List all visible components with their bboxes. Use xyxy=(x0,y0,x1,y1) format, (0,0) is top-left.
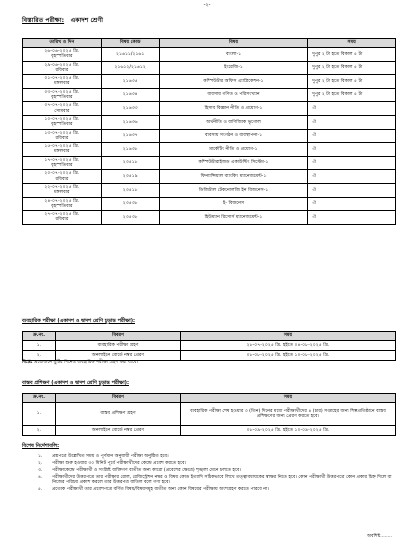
row-time: দুপুর ২ টা হতে বিকাল ৫ টা xyxy=(308,75,396,89)
row-date-day xyxy=(23,115,102,129)
row-subject: কম্পিউটার অফিস এ্যাপ্লিকেশন-১ xyxy=(159,75,308,89)
row-subject: বাংলা-১ xyxy=(159,48,308,62)
practical-note xyxy=(22,360,138,365)
row-date: ১০-০৭-২০২৫ খ্রি. xyxy=(44,116,80,122)
row-date-day xyxy=(23,61,102,75)
table-header-row xyxy=(23,394,396,403)
row-desc: ব্যবহারিক পরীক্ষা গ্রহণ xyxy=(56,341,181,351)
item-number: ২. xyxy=(38,460,43,466)
row-time: দুপুর ২ টা হতে বিকাল ৫ টা xyxy=(308,61,396,75)
row-day: বৃহস্পতিবার xyxy=(51,54,73,60)
row-day: মঙ্গলবার xyxy=(54,149,70,155)
row-subject: মার্কেটিং নীতি ও প্রয়োগ-১ xyxy=(159,143,308,157)
table-row xyxy=(23,183,396,197)
list-item xyxy=(38,454,394,459)
row-day: মঙ্গলবার xyxy=(54,81,70,87)
list-item xyxy=(38,461,394,466)
row-no: ১. xyxy=(23,403,56,426)
row-date-day xyxy=(23,197,102,211)
row-desc: বাস্তব প্রশিক্ষণ গ্রহণ xyxy=(56,403,181,426)
table-row xyxy=(23,211,396,225)
col-time-header: সময় xyxy=(181,394,396,403)
row-desc: অনলাইনে বোর্ডে নম্বর প্রেরণ xyxy=(56,426,181,436)
row-date: ২৪-০৭-২০২৫ খ্রি. xyxy=(44,198,80,204)
row-subject: অর্থনীতি ও বাণিজ্যিক ভূগোল xyxy=(159,115,308,129)
table-row xyxy=(23,341,396,351)
page-number: -২- xyxy=(203,2,211,8)
row-date: ২৭-০৭-২০২৫ খ্রি. xyxy=(44,212,80,218)
instructions-list xyxy=(38,454,394,494)
row-subject: ডিজিটাল টেকনোলজি ইন বিজনেস-১ xyxy=(159,183,308,197)
row-date: ০৭-০৭-২০২৫ খ্রি. xyxy=(44,103,80,109)
row-date-day xyxy=(23,102,102,116)
table-row xyxy=(23,143,396,157)
table-header-row xyxy=(23,39,396,48)
col-no-header: ক্র.নং. xyxy=(23,394,56,403)
row-code: ২৩৫৩৮ xyxy=(101,197,159,211)
row-time: ঐ xyxy=(308,211,396,225)
row-time: দুপুর ২ টা হতে বিকাল ৫ টা xyxy=(308,88,396,102)
row-day: বৃহস্পতিবার xyxy=(51,203,73,209)
row-day: সোমবার xyxy=(54,108,70,114)
training-table xyxy=(22,393,396,436)
row-date: ২০-০৭-২০২৫ খ্রি. xyxy=(44,171,80,177)
table-row xyxy=(23,115,396,129)
row-date: ০৩-০৭-২০২৫ খ্রি. xyxy=(44,89,80,95)
row-time: ঐ xyxy=(308,156,396,170)
table-row xyxy=(23,48,396,62)
row-date: ১৭-০৭-২০২৫ খ্রি. xyxy=(44,157,80,163)
table-row xyxy=(23,426,396,436)
item-text: প্রশ্নপত্রে উল্লেখিত সময় ও পূর্ণমান অনুযায়ী পরীক্ষা অনুষ্ঠিত হবে। xyxy=(52,454,169,459)
row-day: মঙ্গলবার xyxy=(54,190,70,196)
row-date: ০১-০৭-২০২৫ খ্রি. xyxy=(44,76,80,82)
item-number: ৩. xyxy=(38,467,43,473)
item-text: প্রত্যেক পরীক্ষার্থী তার প্রবেশপত্রে বর্ণিত বিষয়/বিষয়সমূহ ব্যতীত অন্য কোন বিষয়ের পরীক্ষায় অংশগ্রহণ করতে পারবে না। xyxy=(52,486,270,492)
practical-table xyxy=(22,331,396,361)
list-item xyxy=(38,487,394,492)
row-no: ২. xyxy=(23,426,56,436)
training-section-title: বাস্তব প্রশিক্ষণ (একাদশ ও দ্বাদশ শ্রেণি চূড়ান্ত পরীক্ষা): xyxy=(22,380,129,386)
row-subject: হিসাব বিজ্ঞান নীতি ও প্রয়োগ-১ xyxy=(159,102,308,116)
row-code: ২১৬১২/২১৬১২ xyxy=(101,61,159,75)
table-header-row xyxy=(23,332,396,341)
table-row xyxy=(23,129,396,143)
row-day: রবিবার xyxy=(55,176,69,182)
row-date-day xyxy=(23,183,102,197)
item-number: ১. xyxy=(38,454,43,459)
item-number: ৫. xyxy=(38,486,43,492)
row-subject: হিউম্যান রিসোর্স ম্যানেজমেন্ট-১ xyxy=(159,211,308,225)
col-time-header: সময় xyxy=(181,332,396,341)
row-code: ২৩৫১৮ xyxy=(101,156,159,170)
row-date-day xyxy=(23,88,102,102)
row-day: রবিবার xyxy=(55,217,69,223)
row-no: ১. xyxy=(23,341,56,351)
row-subject: কম্পিউটারাইজড একাউন্টিং সিস্টেম-১ xyxy=(159,156,308,170)
table-row xyxy=(23,403,396,426)
table-row xyxy=(23,156,396,170)
table-row xyxy=(23,102,396,116)
row-date: ২৯-০৬-২০২৫ খ্রি. xyxy=(44,62,80,68)
row-time: ব্যবহারিক পরীক্ষা শেষ হওয়ার ৩ (তিন) দিনের মধ্যে পরীক্ষার্থীদের ৪ (চার) সপ্তাহের জন্য শিল্পপ্রতিষ্ঠানে বাস্তব প্রশিক্ষণের জন্য প্রেরণ করতে হবে। xyxy=(181,403,396,426)
row-code: ২১৬৩৬ xyxy=(101,115,159,129)
row-code: ২৩৫৩৮ xyxy=(101,211,159,225)
row-day: রবিবার xyxy=(55,67,69,73)
row-code: ২১৬৩৩ xyxy=(101,102,159,116)
instructions-title: বিশেষ নির্দেশাবলি: xyxy=(22,443,60,449)
table-row xyxy=(23,75,396,89)
row-date: ১৩-০৭-২০২৫ খ্রি. xyxy=(44,130,80,136)
col-subject-header: বিষয় xyxy=(159,39,308,48)
row-date: ২২-০৭-২০২৫ খ্রি. xyxy=(44,184,80,190)
row-time: ঐ xyxy=(308,170,396,184)
title-group: একাদশ শ্রেণী xyxy=(70,17,103,24)
table-row xyxy=(23,61,396,75)
table-row xyxy=(23,197,396,211)
exam-schedule-table xyxy=(22,38,396,225)
practical-section-title: ব্যবহারিক পরীক্ষা (একাদশ ও দ্বাদশ শ্রেণি চূড়ান্ত পরীক্ষা): xyxy=(22,318,135,324)
row-date-day xyxy=(23,75,102,89)
continued-marker: অবশিষ্ট........ xyxy=(366,534,392,539)
row-date-day xyxy=(23,211,102,225)
row-day: বৃহস্পতিবার xyxy=(51,163,73,169)
row-day: বৃহস্পতিবার xyxy=(51,95,73,101)
row-subject: ফিন্যান্সিয়াল ব্যাংকিং ম্যানেজমেন্ট-১ xyxy=(159,170,308,184)
row-subject: ই- বিজনেস xyxy=(159,197,308,211)
title-label: বিস্তারিত পরীক্ষা: xyxy=(22,17,65,24)
row-code: ২৩৫১৯ xyxy=(101,170,159,184)
row-subject: ব্যবসায় গণিত ও পরিসংখ্যান xyxy=(159,88,308,102)
row-date-day xyxy=(23,48,102,62)
row-code: ২১৬১১/২১৬১ xyxy=(101,48,159,62)
row-time: ঐ xyxy=(308,197,396,211)
table-row xyxy=(23,88,396,102)
row-code: ২১৬৩৪ xyxy=(101,88,159,102)
col-date-header: তারিখ ও দিন xyxy=(23,39,102,48)
col-code-header: বিষয় কোড xyxy=(101,39,159,48)
row-date: ২৬-০৬-২০২৫ খ্রি. xyxy=(44,49,80,55)
page-title xyxy=(22,17,103,24)
col-desc-header: বিবরণ xyxy=(56,332,181,341)
item-text: পরীক্ষার্থীদের উত্তরপত্রে তার পরীক্ষার রোল, রেজিস্ট্রেশন নম্বর ও বিষয় কোড ইত্যাদি সঠিকভাবে লিখে তত্ত্বাবধায়কের স্বাক্ষর নিতে হবে। কোন পরীক্ষার্থী উত্তরপত্রে কোন প্রকার চিহ্ন দিলে বা নিজের পরিচয় প্রকাশ করলে তার উত্তরপত্র বাতিল বলে গণ্য হবে। xyxy=(52,474,392,485)
item-text: পরীক্ষা শুরু হওয়ার ৩০ মিনিট পূর্বে পরীক্ষার্থীদের কেন্দ্রে প্রবেশ করতে হবে। xyxy=(52,460,187,466)
row-code: ২১৬৩৫ xyxy=(101,75,159,89)
note-label: বি:দ্র: xyxy=(22,360,33,365)
row-subject: ইংরেজি-১ xyxy=(159,61,308,75)
row-code: ২১৬৩৮ xyxy=(101,143,159,157)
row-code: ২১৬৩৭ xyxy=(101,129,159,143)
row-no: ২. xyxy=(23,351,56,361)
table-row xyxy=(23,170,396,184)
row-day: রবিবার xyxy=(55,135,69,141)
row-date-day xyxy=(23,143,102,157)
item-number: ৪. xyxy=(38,474,43,480)
row-time: ঐ xyxy=(308,115,396,129)
row-day: বৃহস্পতিবার xyxy=(51,122,73,128)
row-time: ঐ xyxy=(308,183,396,197)
col-desc-header: বিবরণ xyxy=(56,394,181,403)
table-row xyxy=(23,351,396,361)
row-time: ২৮-০৭-২০২৫ খ্রি. হইতে ০৪-০৮-২০২৫ খ্রি. xyxy=(181,341,396,351)
row-subject: ব্যবসায় সংগঠন ও ব্যবস্থাপনা-১ xyxy=(159,129,308,143)
row-time: ০৮-০৯-২০২৫ খ্রি. হইতে ১০-০৯-২০২৫ খ্রি. xyxy=(181,426,396,436)
row-time: ঐ xyxy=(308,143,396,157)
item-text: পরীক্ষাকেন্দ্রে পরীক্ষার্থী ও সংশ্লিষ্ট ব্যক্তিগণ ব্যতীত অন্য কারো (প্রবেশের ক্ষেত্রে) শৃঙ্খলা মেনে চলতে হবে। xyxy=(52,467,241,473)
col-time-header: সময় xyxy=(308,39,396,48)
row-time: ঐ xyxy=(308,102,396,116)
row-date: ১৫-০৭-২০২৫ খ্রি. xyxy=(44,144,80,150)
row-desc: অনলাইনে বোর্ডে নম্বর প্রেরণ xyxy=(56,351,181,361)
row-code: ২৩৫১৮ xyxy=(101,183,159,197)
row-time: দুপুর ২ টা হতে বিকাল ৫ টা xyxy=(308,48,396,62)
row-time: ঐ xyxy=(308,129,396,143)
row-date-day xyxy=(23,170,102,184)
exam-table-body xyxy=(23,48,396,225)
list-item xyxy=(38,475,394,486)
col-no-header: ক্র.নং. xyxy=(23,332,56,341)
row-date-day xyxy=(23,156,102,170)
note-text: প্রয়োজনে ছুটির দিনেও ব্যবহারিক পরীক্ষা গ্রহণ করা যাবে। xyxy=(34,360,139,365)
row-time: ০৮-০৮-২০২৫ খ্রি. হইতে ১০-০৮-২০২৫ খ্রি. xyxy=(181,351,396,361)
row-date-day xyxy=(23,129,102,143)
list-item xyxy=(38,468,394,473)
